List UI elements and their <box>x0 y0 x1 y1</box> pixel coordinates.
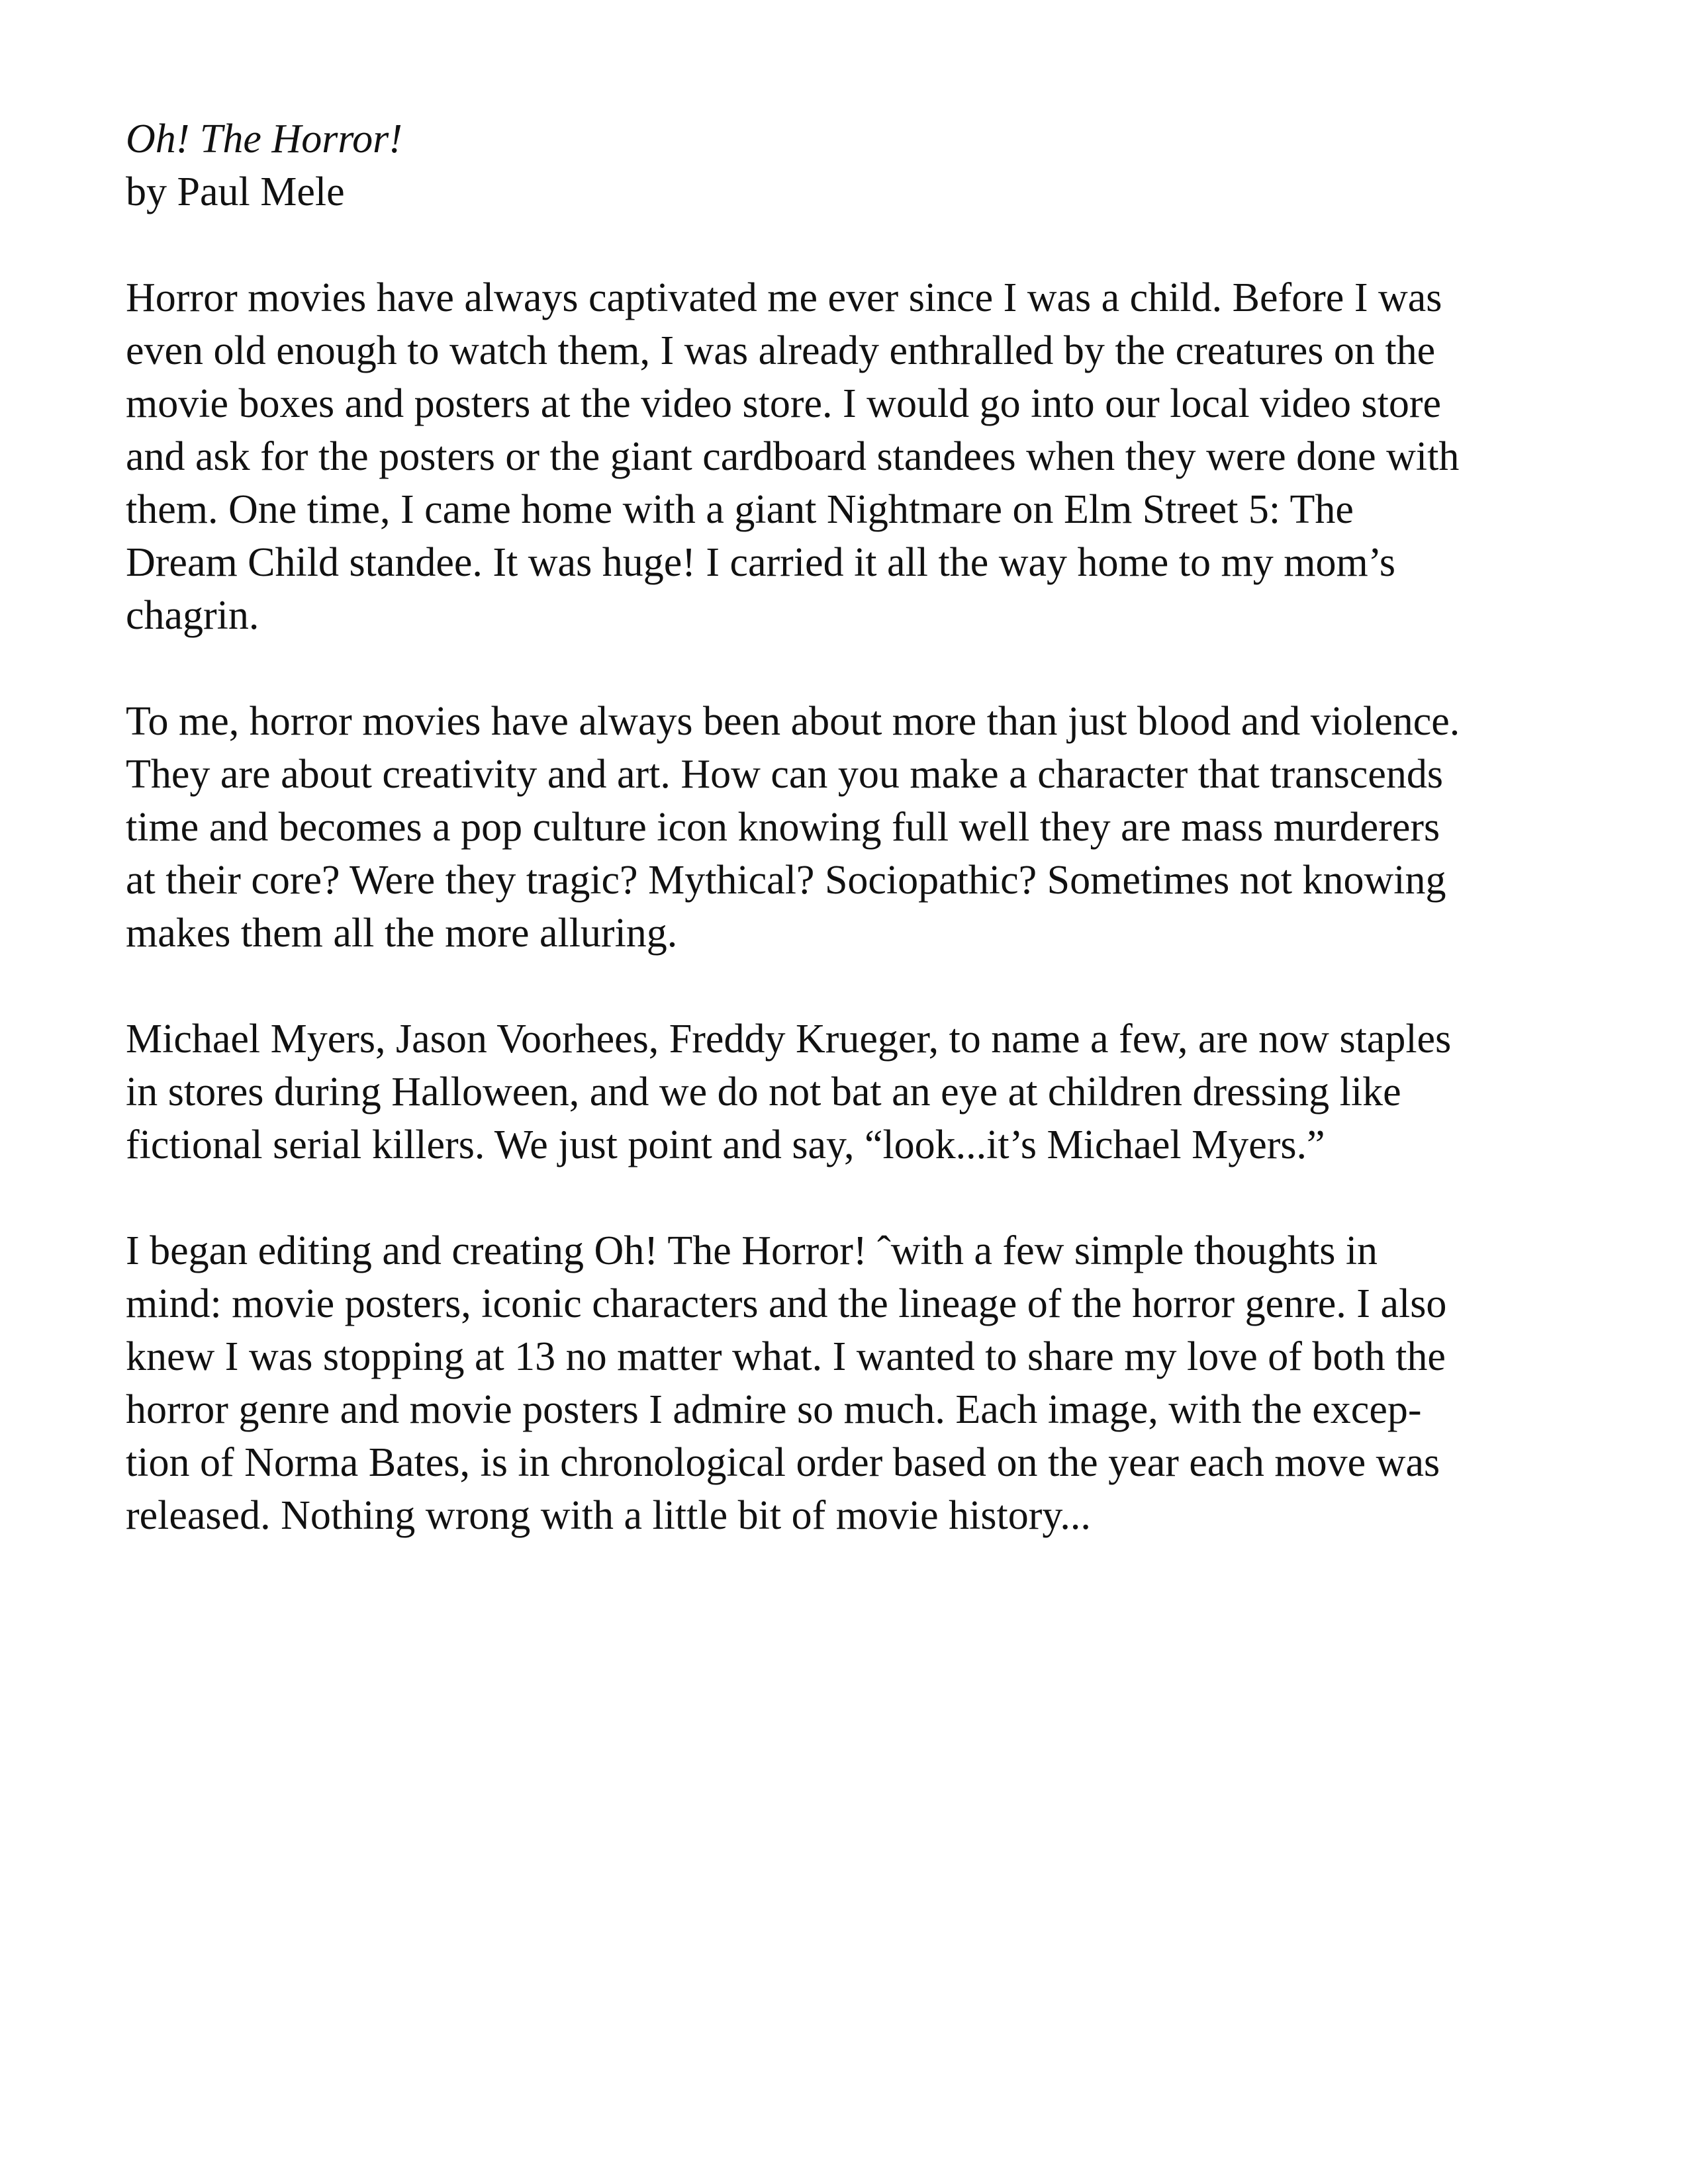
paragraph-2 <box>126 695 1582 960</box>
text-line: time and becomes a pop culture icon knowing full well they are mass murderers <box>126 805 1440 850</box>
text-line: tion of Norma Bates, is in chronological order based on the year each move was <box>126 1440 1440 1485</box>
text-line: Horror movies have always captivated me ever since I was a child. Before I was <box>126 275 1442 320</box>
text-line: knew I was stopping at 13 no matter what. I wanted to share my love of both the <box>126 1334 1446 1379</box>
text-line: I began editing and creating Oh! The Horror! ˆwith a few simple thoughts in <box>126 1228 1378 1273</box>
text-line: at their core? Were they tragic? Mythical? Sociopathic? Sometimes not knowing <box>126 858 1446 903</box>
text-line: mind: movie posters, iconic characters and the lineage of the horror genre. I also <box>126 1281 1447 1326</box>
text-line: fictional serial killers. We just point and say, “look...it’s Michael Myers.” <box>126 1122 1325 1167</box>
text-line: and ask for the posters or the giant cardboard standees when they were done with <box>126 434 1460 479</box>
paragraph-3 <box>126 1013 1582 1171</box>
text-line: movie boxes and posters at the video store. I would go into our local video store <box>126 381 1442 426</box>
text-line: released. Nothing wrong with a little bit of movie history... <box>126 1493 1091 1538</box>
paragraph-4 <box>126 1224 1582 1542</box>
document-title: Oh! The Horror! <box>126 116 402 161</box>
text-line: To me, horror movies have always been about more than just blood and violence. <box>126 699 1460 744</box>
text-line: horror genre and movie posters I admire so much. Each image, with the excep- <box>126 1387 1422 1432</box>
text-line: They are about creativity and art. How can you make a character that transcends <box>126 752 1443 797</box>
text-line: makes them all the more alluring. <box>126 911 678 956</box>
text-line: chagrin. <box>126 593 259 638</box>
text-line: in stores during Halloween, and we do not bat an eye at children dressing like <box>126 1069 1401 1115</box>
document-byline: by Paul Mele <box>126 169 345 214</box>
text-line: even old enough to watch them, I was already enthralled by the creatures on the <box>126 328 1436 373</box>
text-line: them. One time, I came home with a giant Nightmare on Elm Street 5: The <box>126 487 1354 532</box>
text-line: Dream Child standee. It was huge! I carried it all the way home to my mom’s <box>126 540 1396 585</box>
paragraph-1 <box>126 271 1582 642</box>
text-line: Michael Myers, Jason Voorhees, Freddy Krueger, to name a few, are now staples <box>126 1017 1452 1062</box>
document-page <box>126 113 1582 1542</box>
